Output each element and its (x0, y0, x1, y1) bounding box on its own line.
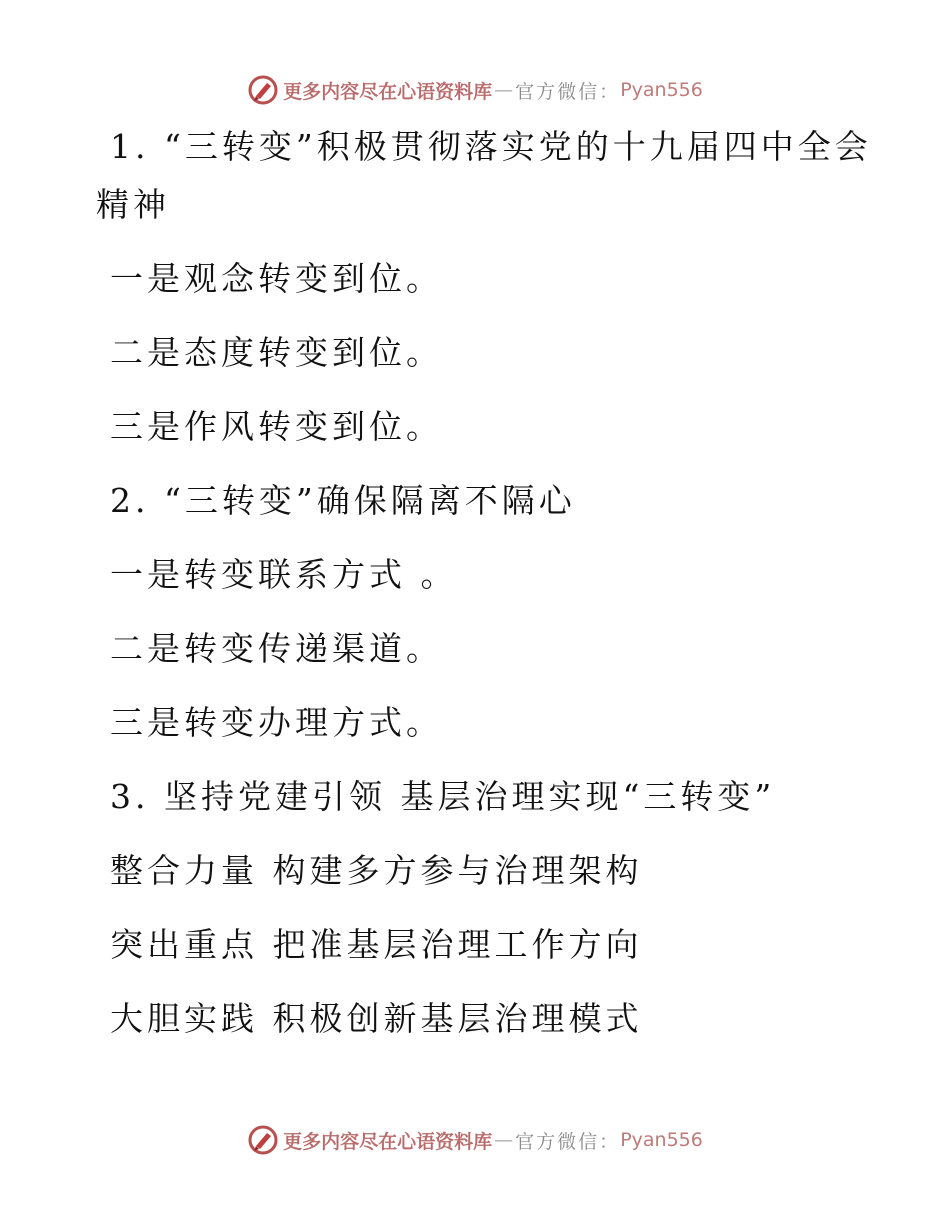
footer-official-label: 官方微信： (515, 1130, 621, 1153)
header-official-label: 官方微信： (515, 80, 621, 103)
section1-item-3: 三是作风转变到位。 (110, 407, 443, 446)
footer-site-text: 更多内容尽在心语资料库 (283, 1130, 493, 1153)
section3-item-2: 突出重点 把准基层治理工作方向 (110, 925, 643, 964)
header-separator: — (494, 79, 514, 101)
section1-item-2: 二是态度转变到位。 (110, 333, 443, 372)
footer-watermark (0, 1120, 950, 1160)
section1-heading-line2: 精神 (96, 185, 170, 224)
section2-item-1: 一是转变联系方式 。 (110, 555, 458, 594)
footer-wechat-id: Pyan556 (620, 1129, 703, 1151)
section1-heading-line1: 1. “三转变”积极贯彻落实党的十九届四中全会 (110, 127, 872, 166)
section2-heading: 2. “三转变”确保隔离不隔心 (110, 481, 576, 520)
section2-item-3: 三是转变办理方式。 (110, 703, 443, 742)
section3-item-3: 大胆实践 积极创新基层治理模式 (110, 999, 643, 1038)
footer-separator: — (494, 1129, 514, 1151)
header-wechat-id: Pyan556 (620, 79, 703, 101)
pen-logo-icon (247, 1124, 279, 1156)
section1-item-1: 一是观念转变到位。 (110, 259, 443, 298)
header-site-text: 更多内容尽在心语资料库 (283, 80, 493, 103)
section2-item-2: 二是转变传递渠道。 (110, 629, 443, 668)
section3-item-1: 整合力量 构建多方参与治理架构 (110, 851, 643, 890)
section3-heading: 3. 坚持党建引领 基层治理实现“三转变” (110, 777, 776, 816)
